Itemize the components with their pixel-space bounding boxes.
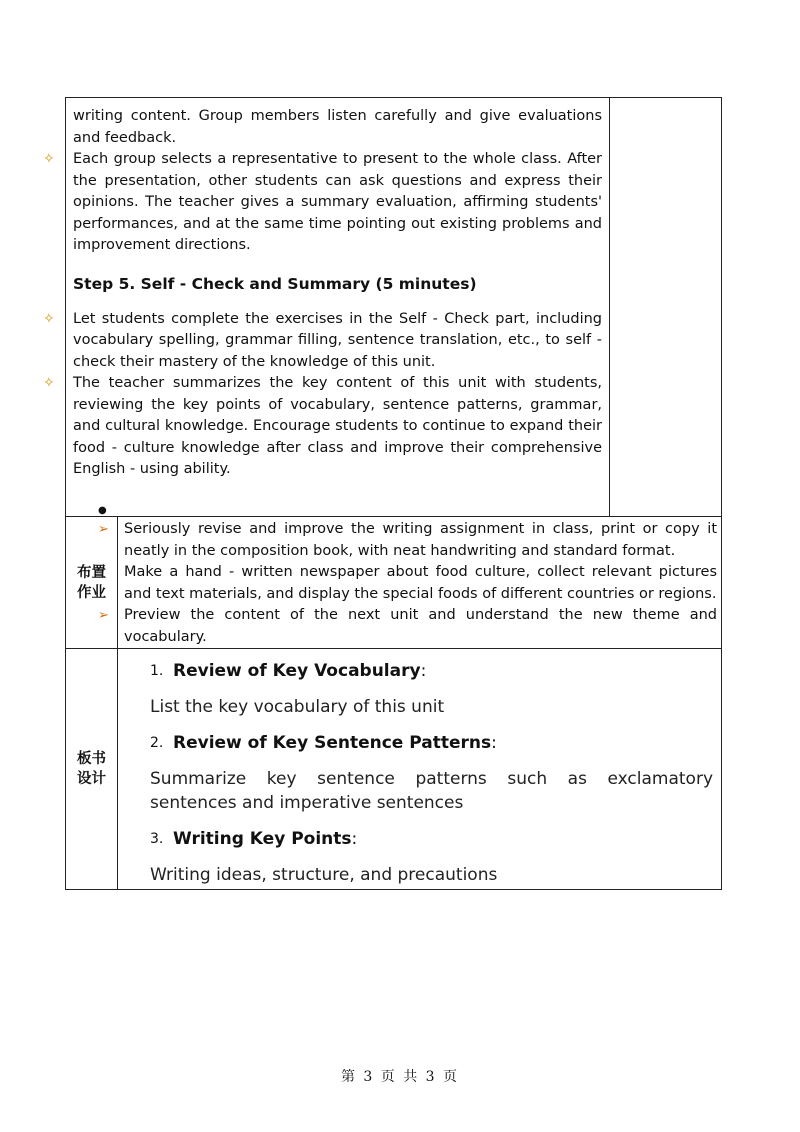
- notes-cell: [610, 98, 722, 517]
- board-design-label-line: 设计: [77, 771, 106, 787]
- lesson-plan-table: [43, 97, 722, 890]
- homework-cell: [98, 517, 722, 649]
- section-number: 2.: [150, 735, 164, 751]
- section-title: Review of Key Sentence Patterns: [173, 733, 492, 753]
- process-paragraph: writing content. Group members listen carefully and give evaluations and feedback.: [73, 108, 603, 146]
- homework-item: [98, 519, 718, 562]
- homework-row: [66, 517, 722, 649]
- diamond-bullet-icon: ✧: [43, 310, 55, 327]
- step5-item: [43, 373, 603, 481]
- page-footer: 第 3 页 共 3 页: [340, 1069, 460, 1085]
- board-section-text: List the key vocabulary of this unit: [150, 697, 445, 717]
- homework-label: [66, 517, 118, 649]
- homework-item-text: Make a hand - written newspaper about food culture, collect relevant pictures and text materials, and display the special foods of different countries or regions.: [124, 564, 718, 602]
- board-design-row: [66, 649, 722, 890]
- process-row: [66, 98, 722, 517]
- process-bullet-paragraph: [43, 149, 603, 257]
- diamond-bullet-icon: ✧: [43, 151, 55, 167]
- board-design-cell: [118, 649, 722, 890]
- arrow-bullet-icon: ➢: [98, 608, 109, 623]
- homework-item-text: Preview the content of the next unit and understand the new theme and vocabulary.: [124, 607, 718, 645]
- board-design-label: [66, 649, 118, 890]
- step5-item: [43, 309, 603, 374]
- section-title: Writing Key Points: [173, 829, 352, 849]
- homework-label-line: 作业: [77, 584, 106, 601]
- step5-heading: Step 5. Self - Check and Summary (5 minutes): [73, 274, 477, 293]
- board-section-heading: 3. Writing Key Points:: [150, 829, 358, 849]
- process-bullet-text: Each group selects a representative to present to the whole class. After the presentation, other students can ask questions and express their opinions. The teacher gives a summary evaluation, affirming students' performances, and at the same time pointing out existing problems and improvement directions.: [73, 151, 603, 253]
- arrow-bullet-icon: ➢: [98, 522, 109, 537]
- board-section-text: Summarize key sentence patterns such as exclamatory sentences and imperative sentences: [150, 769, 714, 813]
- board-design-label-line: 板书: [77, 751, 106, 767]
- homework-item-text: Seriously revise and improve the writing assignment in class, print or copy it neatly in the composition book, with neat handwriting and standard format.: [124, 521, 718, 559]
- board-section-heading: 1. Review of Key Vocabulary:: [150, 661, 427, 681]
- process-cell: [43, 98, 610, 517]
- empty-bullet-dot-icon: ●: [98, 505, 107, 516]
- homework-item: [124, 562, 717, 605]
- section-title: Review of Key Vocabulary: [173, 661, 421, 681]
- step5-item-text: Let students complete the exercises in the Self - Check part, including vocabulary spelling, grammar filling, sentence translation, etc., to self - check their mastery of the knowledge of this unit.: [73, 310, 603, 370]
- section-number: 3.: [150, 831, 164, 847]
- board-section-heading: 2. Review of Key Sentence Patterns:: [150, 733, 497, 753]
- section-number: 1.: [150, 663, 164, 679]
- homework-item: [98, 605, 718, 648]
- step5-item-text: The teacher summarizes the key content of this unit with students, reviewing the key points of vocabulary, sentence patterns, grammar, and cultural knowledge. Encourage students to continue to expand their food - culture knowledge after class and improve their comprehensive English - using ability.: [73, 375, 603, 477]
- diamond-bullet-icon: ✧: [43, 375, 55, 391]
- homework-label-line: 布置: [77, 564, 106, 581]
- board-section-text: Writing ideas, structure, and precautions: [150, 865, 498, 885]
